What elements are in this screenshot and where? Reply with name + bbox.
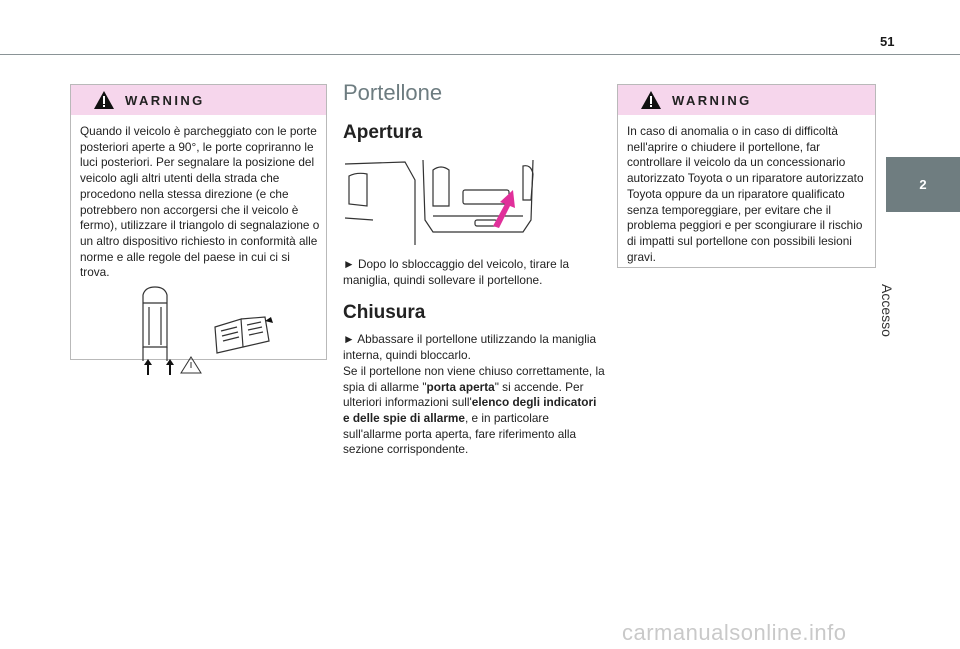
chiusura-text: Se il portellone non viene chiuso correttamente, la spia di allarme "porta aperta" si accende. Per ulteriori informazioni sull'elenco degli indicatori e delle spie di allarme, e in particolare sull'allarme porta aperta, fare riferimento alla sezione corrispondente. (343, 363, 605, 457)
warning-header (618, 85, 875, 115)
arrow-up-icon (144, 359, 152, 375)
manual-book-icon (213, 315, 275, 355)
chiusura-step: ► Abbassare il portellone utilizzando la maniglia interna, quindi bloccarlo. (343, 332, 596, 363)
warning-triangle-icon (640, 90, 662, 110)
porta-aperta-term: porta aperta (426, 379, 495, 394)
chapter-tab[interactable] (886, 157, 960, 212)
main-column (343, 80, 605, 458)
warning-triangle-icon (93, 90, 115, 110)
warning-title: WARNING (672, 92, 752, 108)
arrow-up-icon (493, 190, 515, 228)
warning-text: In caso di anomalia o in caso di difficoltà nell'aprire o chiudere il portellone, far controllare il veicolo da un concessionario autorizzato Toyota o un riparatore autorizzato Toyota oppure da un riparatore qualificato senza temporeggiare, per evitare che il problema peggiori e per scongiurare il rischio di impatti sul portellone con possibili lesioni gravi. (627, 124, 864, 264)
footer-watermark: carmanualsonline.info (622, 620, 847, 645)
warning-box-right (617, 84, 876, 268)
indicators-reference: elenco degli indicatori e delle spie di allarme (343, 395, 597, 425)
chiusura-heading: Chiusura (343, 302, 426, 324)
top-rule (0, 54, 960, 55)
apertura-heading: Apertura (343, 122, 423, 143)
tailgate-illustration (345, 160, 537, 245)
warning-header (71, 85, 326, 115)
section-title: Portellone (343, 80, 443, 105)
chapter-label: Accesso (879, 284, 895, 337)
apertura-text: ► Dopo lo sbloccaggio del veicolo, tirare la maniglia, quindi sollevare il portellone. (343, 257, 570, 287)
warning-title: WARNING (125, 92, 205, 108)
warning-text: Quando il veicolo è parcheggiato con le porte posteriori aperte a 90°, le porte copriranno le luci posteriori. Per segnalare la posizione del veicolo agli altri utenti della strada che procedono nella stessa direzione (e che potrebbero non accorgersi che il veicolo è fermo), utilizzare il triangolo di segnalazione o un altro dispositivo richiesto in conformità alle norme e alle regole del paese in cui ci si trova. (80, 124, 320, 280)
chapter-number: 2 (919, 177, 927, 192)
page-number: 51 (880, 34, 895, 49)
arrow-up-icon (166, 359, 174, 375)
warning-box-left (70, 84, 327, 360)
